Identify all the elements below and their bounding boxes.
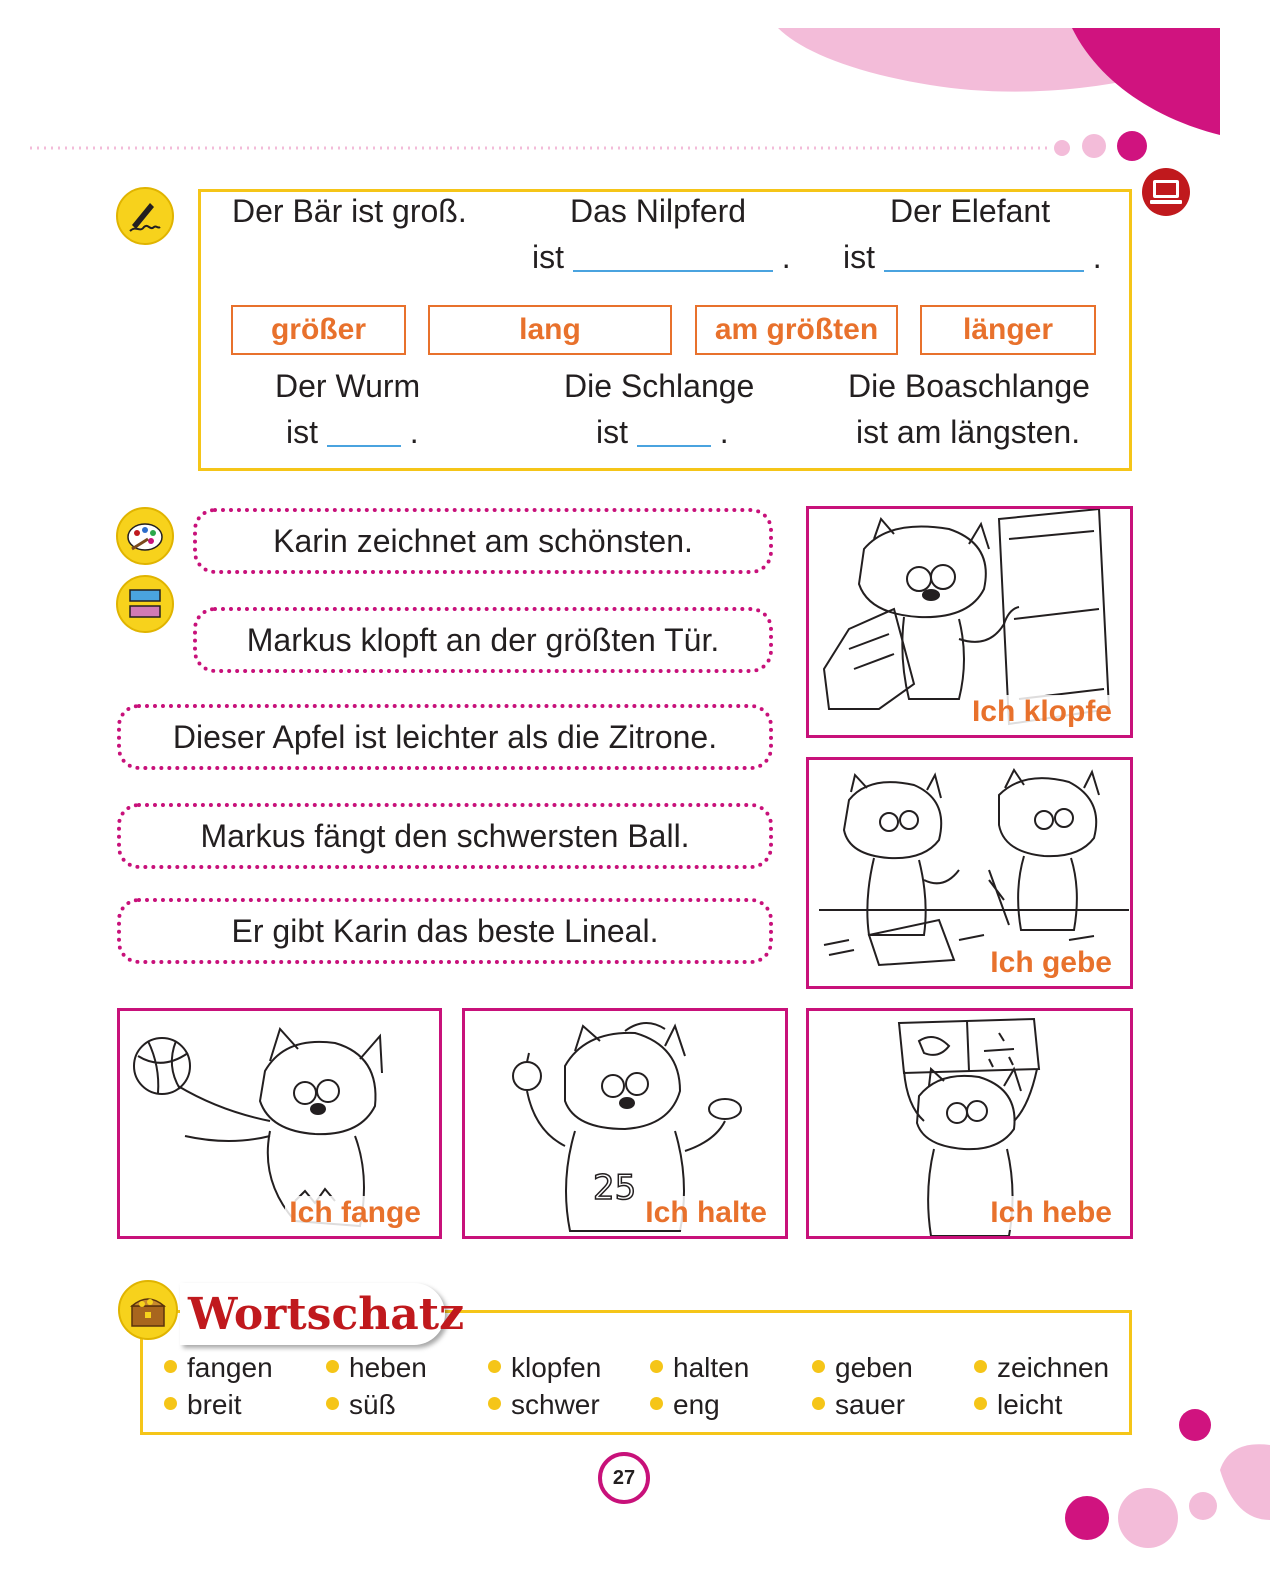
- computer-icon: [1140, 166, 1192, 218]
- sentence-card[interactable]: Markus fängt den schwersten Ball.: [117, 803, 773, 869]
- sentence-card[interactable]: Karin zeichnet am schönsten.: [193, 508, 773, 574]
- vocab-word: breit: [164, 1389, 241, 1421]
- sentence-elephant-line2: ist .: [843, 239, 1102, 275]
- vocab-word: schwer: [488, 1389, 600, 1421]
- sentence-card[interactable]: Dieser Apfel ist leichter als die Zitrone.: [117, 704, 773, 770]
- answer-blank[interactable]: [637, 445, 711, 447]
- matching-cards-icon: [116, 575, 174, 633]
- picture-lifting[interactable]: [806, 1008, 1133, 1239]
- sentence-elephant-line1: Der Elefant: [890, 193, 1051, 229]
- vocabulary-title: Wortschatz: [180, 1283, 445, 1345]
- word-chip-laenger[interactable]: länger: [920, 305, 1096, 355]
- vocab-word: halten: [650, 1352, 749, 1384]
- answer-blank[interactable]: [327, 445, 401, 447]
- palette-icon: [116, 507, 174, 565]
- vocab-word: geben: [812, 1352, 913, 1384]
- jersey-number: 25: [593, 1168, 637, 1208]
- sentence-worm-line1: Der Wurm: [275, 368, 421, 404]
- sentence-hippo-line1: Das Nilpferd: [570, 193, 747, 229]
- sentence-worm-line2: ist .: [286, 414, 419, 450]
- sentence-card[interactable]: Markus klopft an der größten Tür.: [193, 607, 773, 673]
- vocab-word: eng: [650, 1389, 720, 1421]
- caption-klopfe: Ich klopfe: [968, 695, 1116, 729]
- treasure-chest-icon: [118, 1280, 178, 1340]
- caption-fange: Ich fange: [285, 1196, 425, 1230]
- sentence-boa-line1: Die Boaschlange: [848, 368, 1090, 404]
- word-chip-groesser[interactable]: größer: [231, 305, 406, 355]
- sentence-hippo-line2: ist .: [532, 239, 791, 275]
- word-chip-am-groessten[interactable]: am größten: [695, 305, 898, 355]
- picture-catching[interactable]: [117, 1008, 442, 1239]
- caption-gebe: Ich gebe: [986, 946, 1116, 980]
- sentence-boa-line2: ist am längsten.: [856, 414, 1081, 450]
- header-decoration: [0, 0, 1270, 170]
- vocab-word: süß: [326, 1389, 396, 1421]
- pen-writing-icon: [116, 187, 174, 245]
- vocab-word: zeichnen: [974, 1352, 1109, 1384]
- picture-knocking[interactable]: [806, 506, 1133, 738]
- caption-hebe: Ich hebe: [986, 1196, 1116, 1230]
- footer-decoration: [1040, 1400, 1270, 1594]
- answer-blank[interactable]: [573, 270, 773, 272]
- answer-blank[interactable]: [884, 270, 1084, 272]
- word-chip-lang[interactable]: lang: [428, 305, 672, 355]
- sentence-snake-line2: ist .: [596, 414, 729, 450]
- sentence-bear: Der Bär ist groß.: [232, 193, 467, 229]
- page-number: 27: [598, 1452, 650, 1504]
- sentence-snake-line1: Die Schlange: [564, 368, 755, 404]
- vocab-word: heben: [326, 1352, 427, 1384]
- vocab-word: sauer: [812, 1389, 905, 1421]
- picture-holding[interactable]: [462, 1008, 788, 1239]
- caption-halte: Ich halte: [641, 1196, 771, 1230]
- vocab-word: fangen: [164, 1352, 273, 1384]
- vocab-word: leicht: [974, 1389, 1062, 1421]
- vocab-word: klopfen: [488, 1352, 601, 1384]
- picture-giving[interactable]: [806, 757, 1133, 989]
- sentence-card[interactable]: Er gibt Karin das beste Lineal.: [117, 898, 773, 964]
